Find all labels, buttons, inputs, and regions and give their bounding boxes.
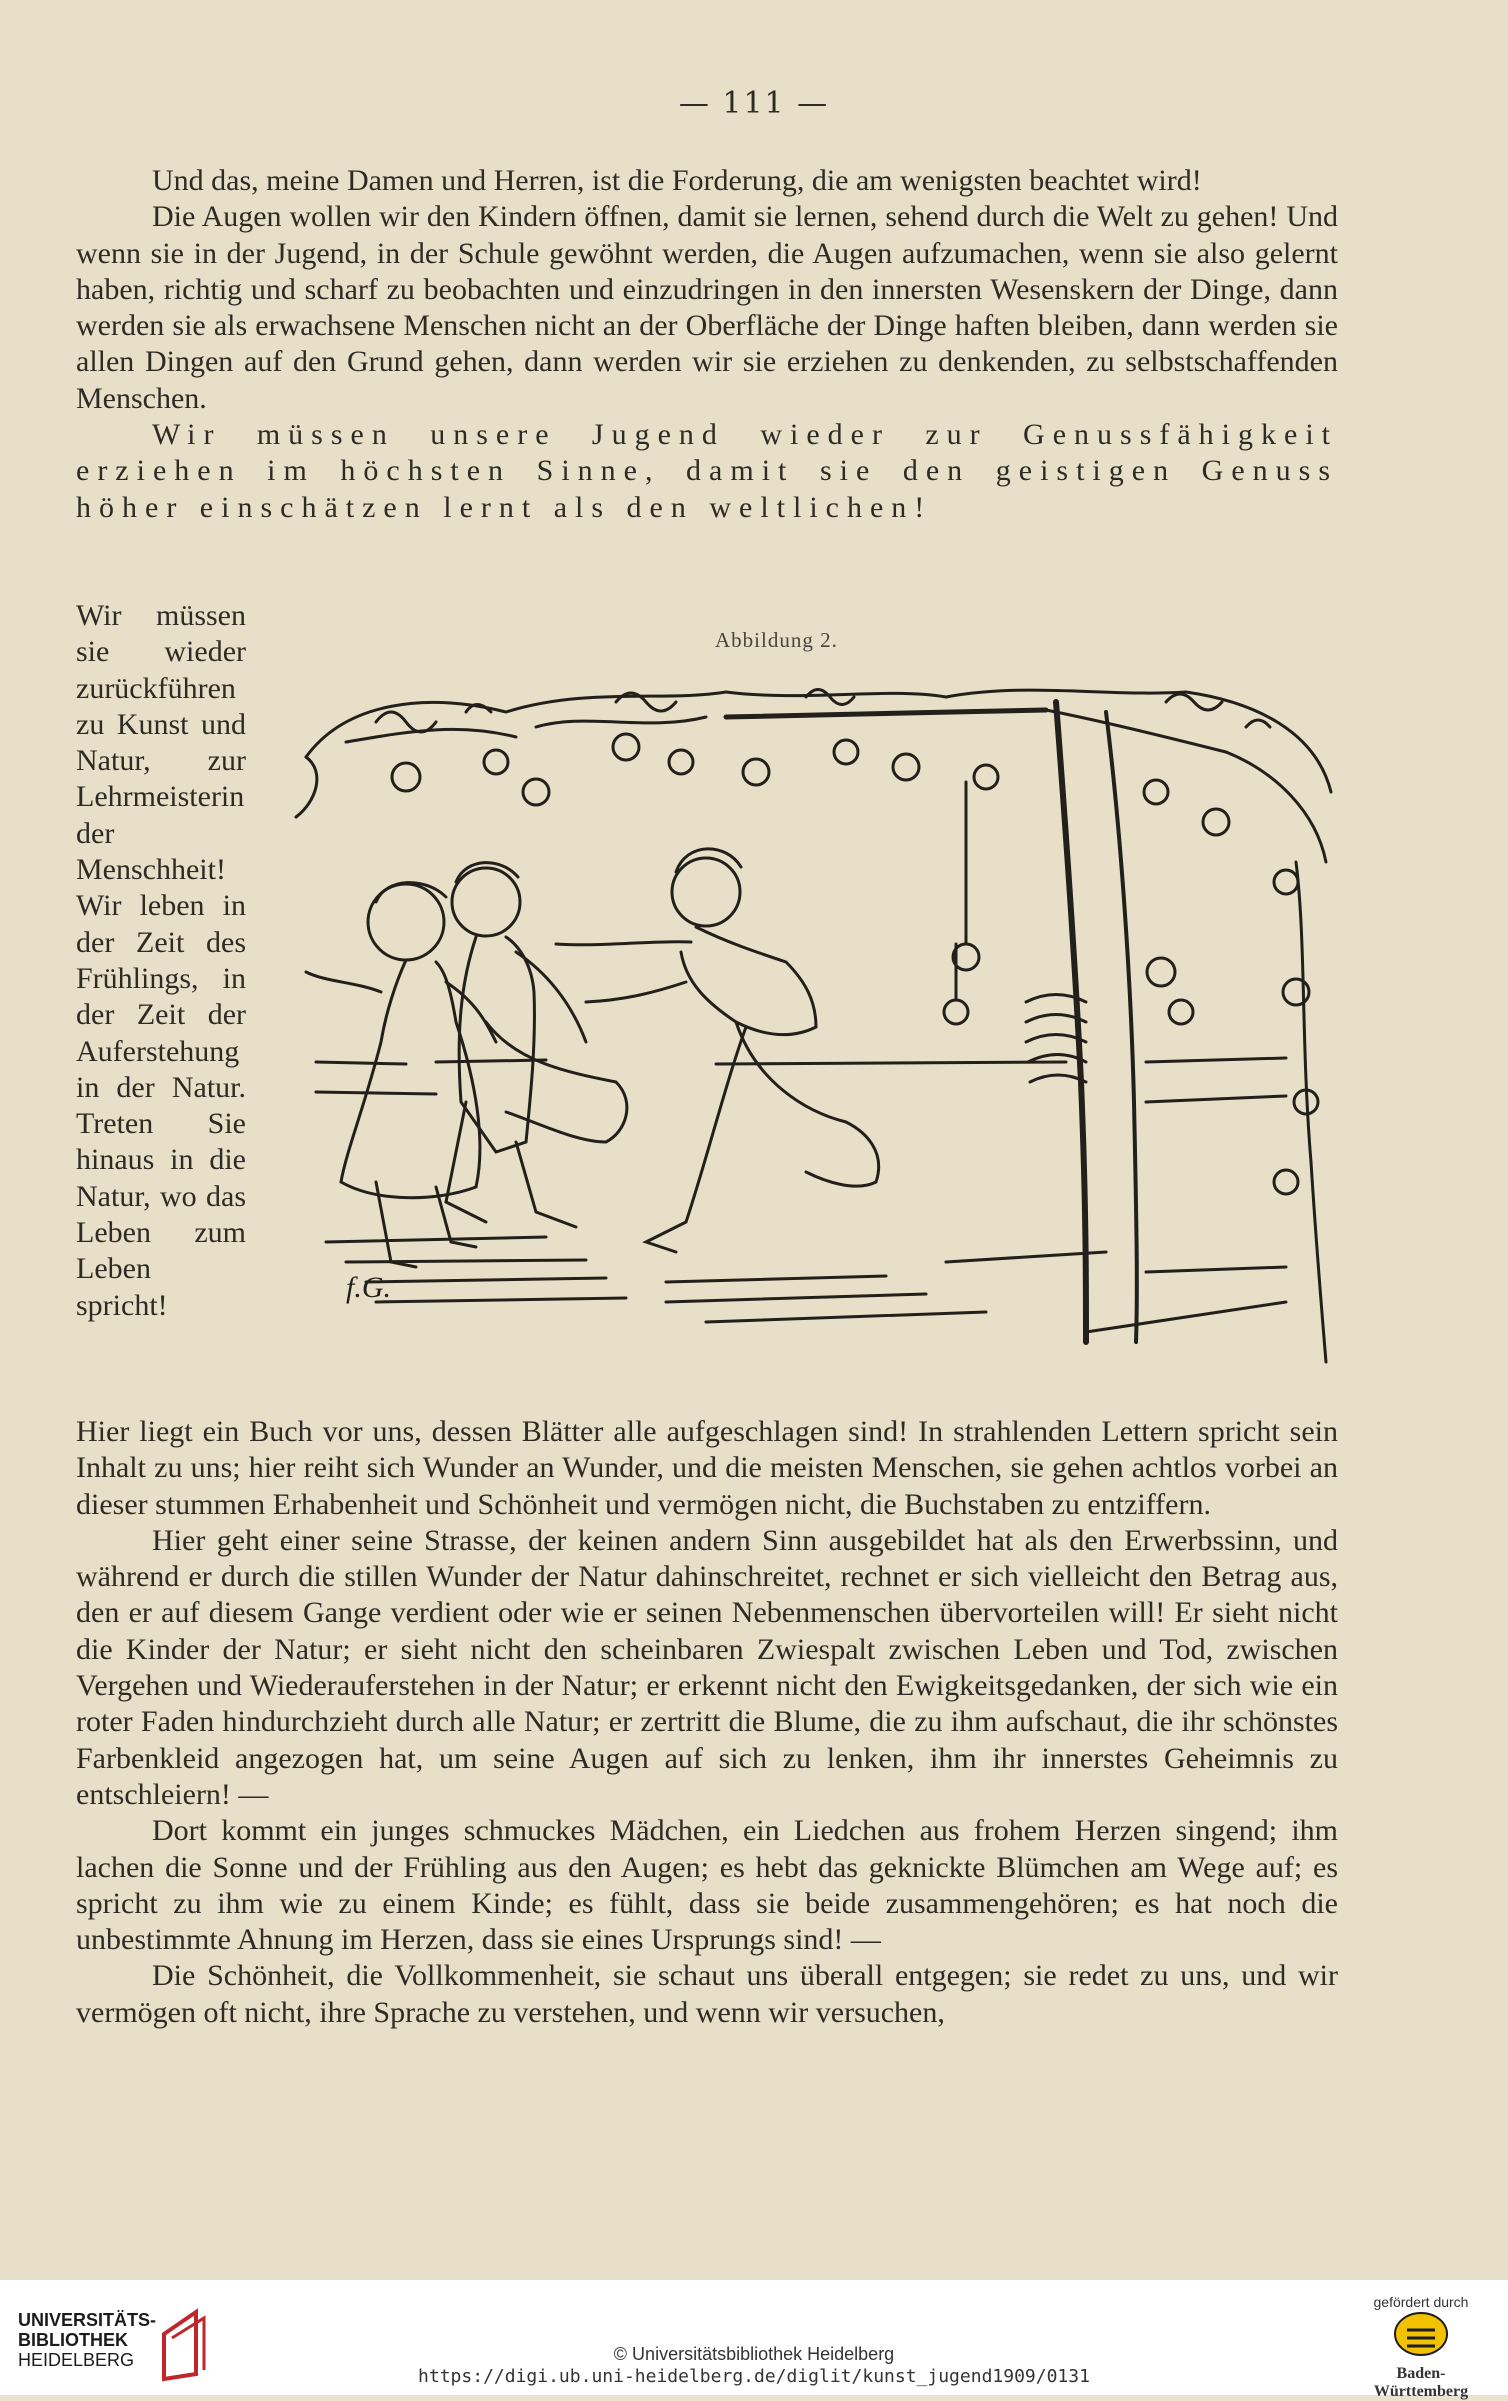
paragraph: Hier geht einer seine Strasse, der keinen andern Sinn ausgebildet hat als den Erwerbssinn, und während er durch die stillen Wunder der Natur dahinschreitet, rechnet er sich vielleicht den Betrag aus, den er auf diesem Gange verdient oder wie er seinen Nebenmenschen übervorteilen will! Er sieht nicht die Kinder der Natur; er sieht nicht den scheinbaren Zwiespalt zwischen Leben und Tod, zwischen Vergehen und Wiederauferstehen in der Natur; er erkennt nicht den Ewigkeitsgedanken, der sich wie ein roter Faden hindurchzieht durch alle Natur; er zertritt die Blume, die zu ihm aufschaut, die ihr schönstes Farbenkleid angezogen hat, um seine Augen auf sich zu lenken, ihm ihr innerstes Geheimnis zu entschleiern! — [76,1523,1338,1811]
paragraph: Die Augen wollen wir den Kindern öffnen, damit sie lernen, sehend durch die Welt zu gehen! Und wenn sie in der Jugend, in der Schule gewöhnt werden, die Augen aufzumachen, wenn sie also gelernt haben, richtig und scharf zu beobachten und einzudringen in den innersten Wesenskern der Dinge, dann werden sie als erwachsene Menschen nicht an der Oberfläche der Dinge haften bleiben, dann werden sie allen Dingen auf den Grund gehen, dann werden wir sie erziehen zu denkenden, zu selbstschaffenden Menschen. [76,200,1338,415]
paragraph: Hier liegt ein Buch vor uns, dessen Blätter alle aufgeschlagen sind! In strahlenden Lettern spricht sein Inhalt zu uns; hier reiht sich Wunder an Wunder, und die meisten Menschen, sie gehen achtlos vorbei an dieser stummen Erhabenheit und Schönheit und vermögen nicht, die Buchstaben zu entziffern. [76,1415,1338,1521]
funding-badge[interactable]: gefördert durch Baden-Württemberg [1373,2294,1469,2400]
illustrator-signature: f.G. [346,1271,391,1304]
body-text-top [76,163,1338,526]
paragraph: Die Schönheit, die Vollkommenheit, sie schaut uns überall entgegen; sie redet zu uns, und wir vermögen oft nicht, ihre Sprache zu verstehen, und wenn wir versuchen, [76,1959,1338,2029]
copyright-notice: © Universitätsbibliothek Heidelberg [613,2344,895,2364]
illustration-children-apple-tree [286,682,1338,1374]
page-number: — 111 — [678,86,830,121]
body-text-bottom [76,1414,1338,2031]
figure-caption: Abbildung 2. [715,628,838,652]
paragraph-spaced: Wir müssen unsere Jugend wieder zur Genussfähigkeit erziehen im höchsten Sinne, damit sie den geistigen Genuss höher einschätzen lernt als den weltlichen! [76,418,1338,524]
paragraph: Und das, meine Damen und Herren, ist die Forderung, die am wenigsten beachtet wird! [152,164,1202,197]
side-column-text [76,598,246,1324]
viewer-footer [0,2280,1508,2400]
baden-wuerttemberg-crest-icon [1391,2310,1451,2358]
permalink-url[interactable]: https://digi.ub.uni-heidelberg.de/diglit/kunst_jugend1909/0131 [418,2366,1090,2387]
library-name: UNIVERSITÄTS- BIBLIOTHEK HEIDELBERG [18,2310,157,2370]
side-paragraph: Wir müssen sie wieder zurückführen zu Kunst und Natur, zur Lehrmeisterin der Menschheit! Wir leben in der Zeit des Frühlings, in der Zeit der Auferstehung in der Natur. Treten Sie hinaus in die Natur, wo das Leben zum Leben spricht! [76,599,246,1322]
paragraph: Dort kommt ein junges schmuckes Mädchen, ein Liedchen aus frohem Herzen singend; ihm lachen die Sonne und der Frühling aus den Augen; es hebt das geknickte Blümchen am Wege auf; es spricht zu ihm wie zu einem Kinde; es fühlt, dass sie beide zusammengehören; es hat noch die unbestimmte Ahnung im Herzen, dass sie eines Ursprungs sind! — [76,1814,1338,1957]
